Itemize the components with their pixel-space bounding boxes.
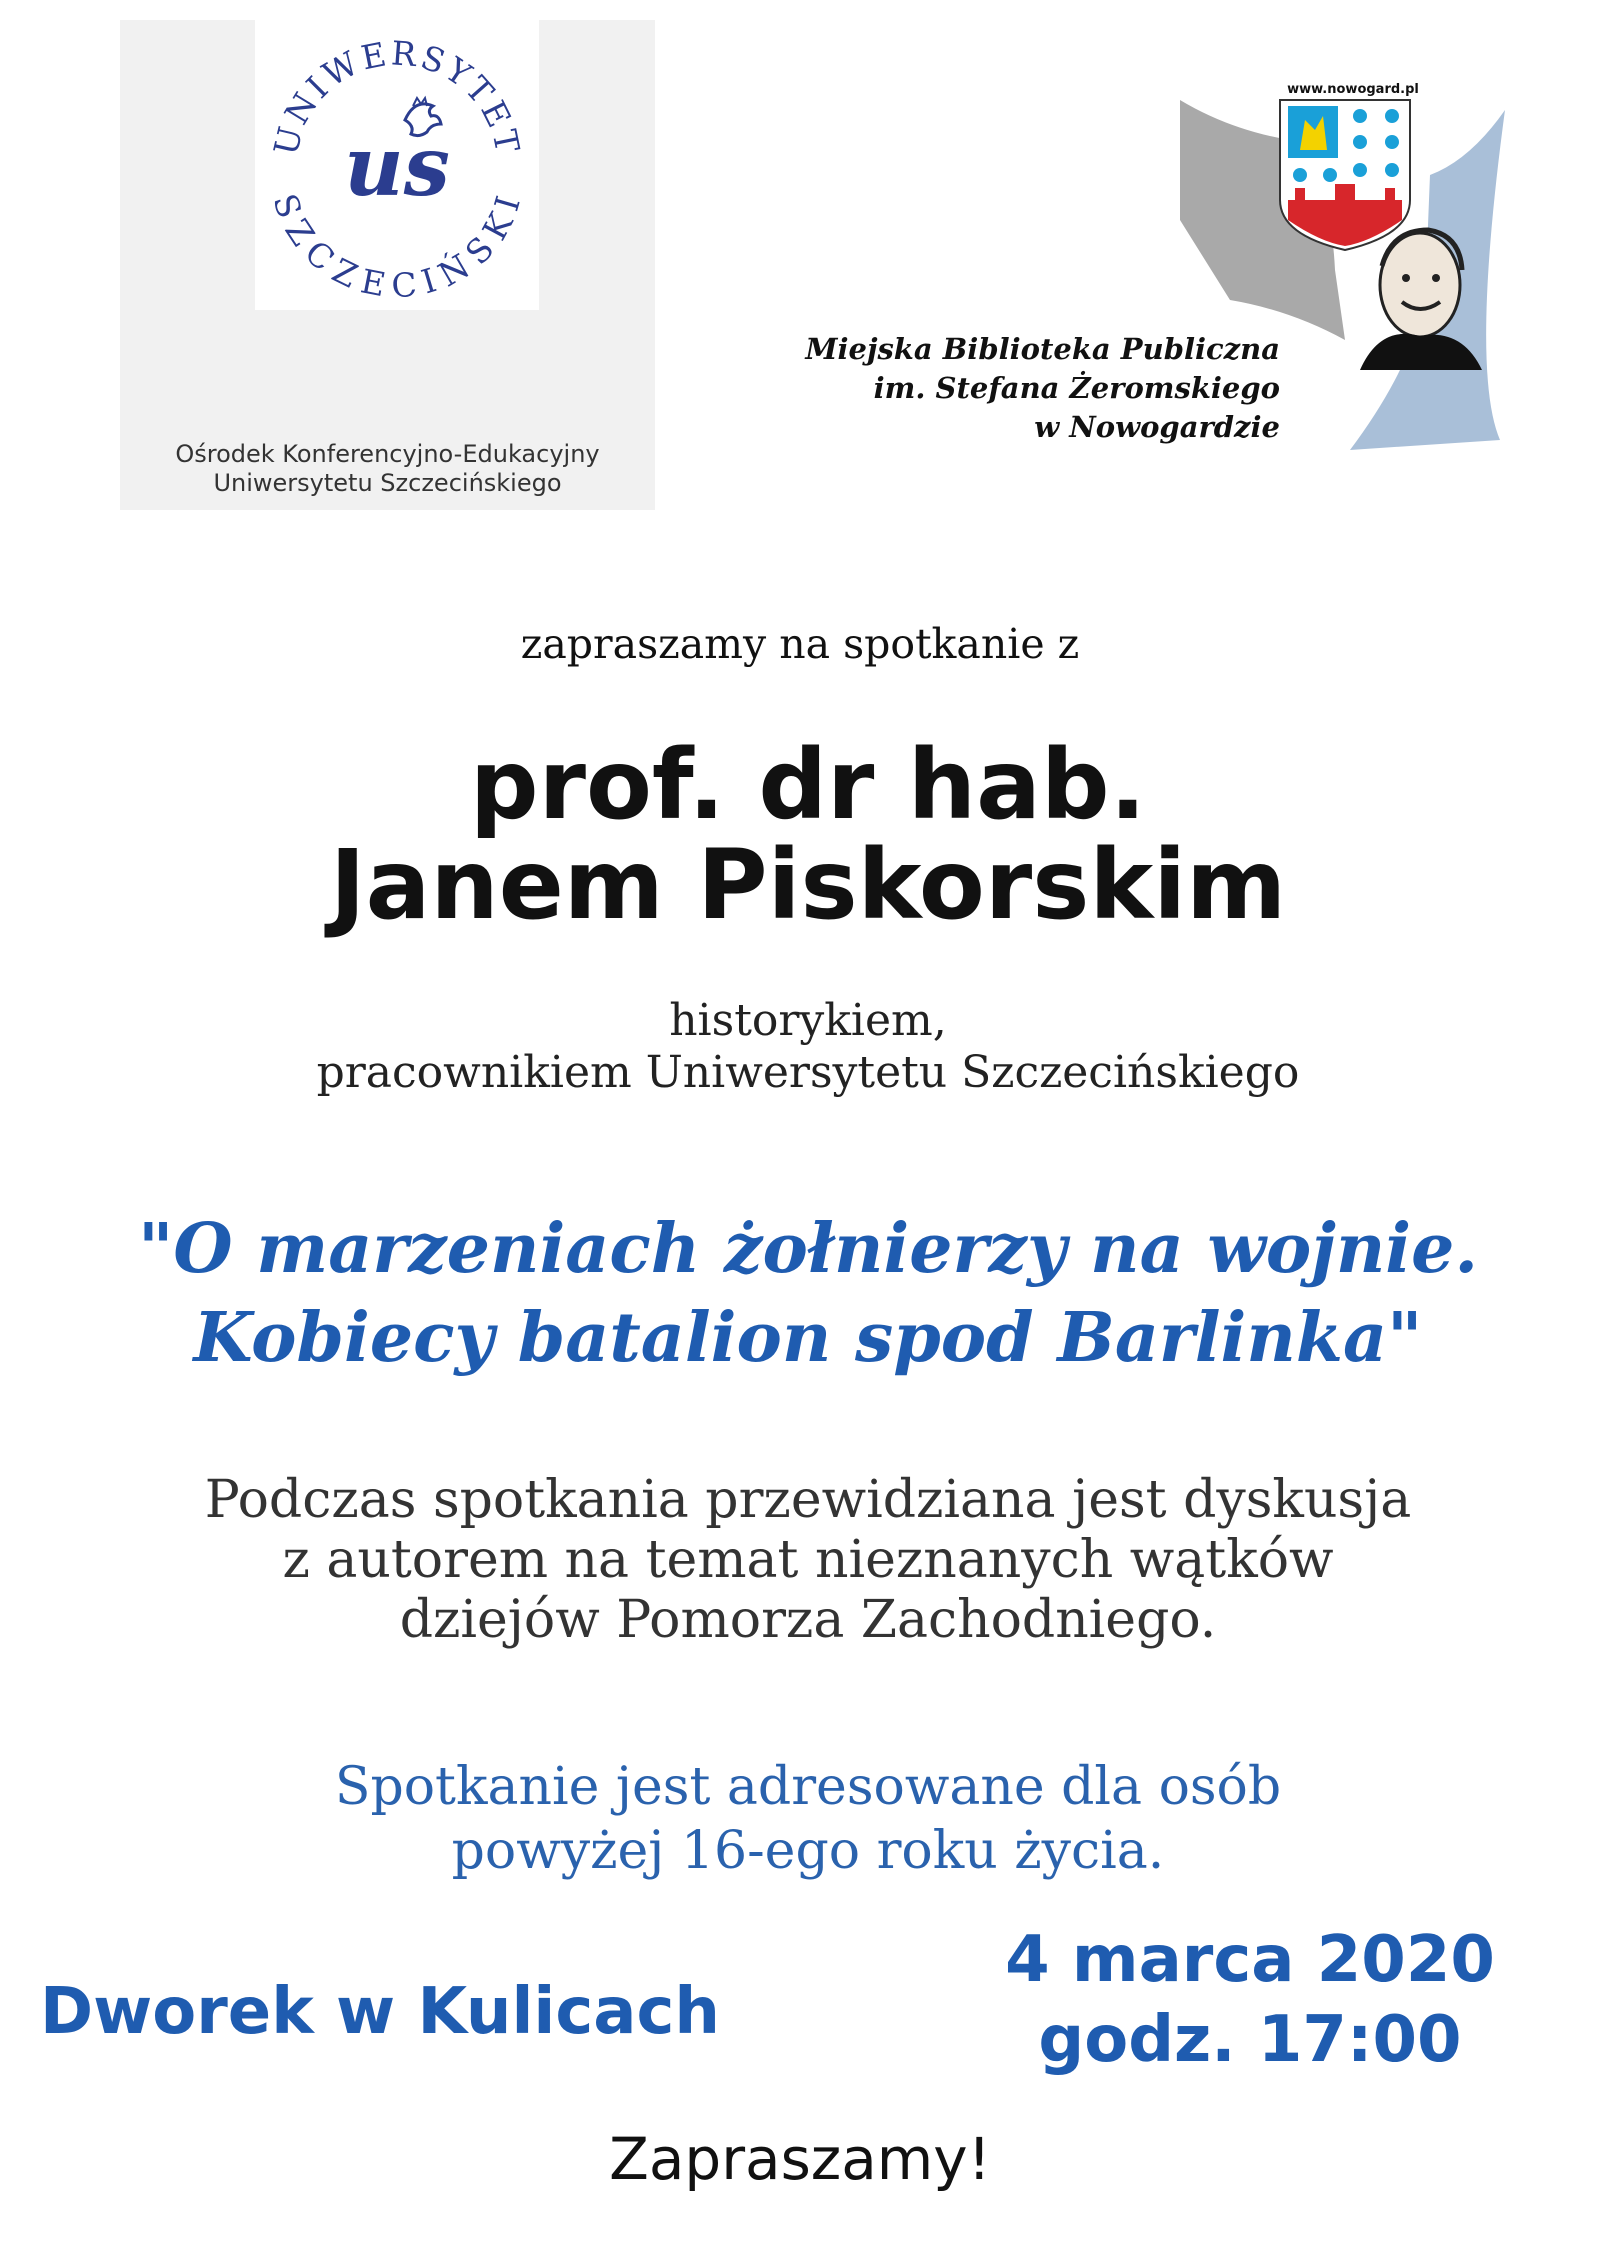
speaker-role <box>0 995 1600 1099</box>
university-monogram: us <box>344 119 450 215</box>
event-datetime <box>920 1920 1580 2080</box>
university-ring-text-bottom: SZCZECIŃSKI <box>265 188 529 306</box>
university-caption-line1: Ośrodek Konferencyjno-Edukacyjny <box>175 440 600 468</box>
library-name-line1: Miejska Biblioteka Publiczna <box>805 332 1280 366</box>
invitation-line: zapraszamy na spotkanie z <box>520 620 1080 668</box>
university-caption-line2: Uniwersytetu Szczecińskiego <box>213 469 562 497</box>
library-url: www.nowogard.pl <box>1287 82 1419 97</box>
library-name-line3: w Nowogardzie <box>1034 410 1280 444</box>
library-name-line2: im. Stefana Żeromskiego <box>873 371 1280 405</box>
audience-note <box>0 1755 1600 1883</box>
event-description <box>0 1470 1600 1650</box>
speaker-title-line: prof. dr hab. <box>469 729 1147 841</box>
university-ring-text-top: UNIWERSYTET <box>265 33 528 159</box>
nowogard-crest-icon <box>1280 100 1410 250</box>
audience-line2: powyżej 16-ego roku życia. <box>451 1821 1165 1881</box>
library-name <box>790 330 1280 447</box>
speaker-name <box>0 729 1600 941</box>
closing-line: Zapraszamy! <box>609 2125 991 2193</box>
lecture-title-line1: "O marzeniach żołnierzy na wojnie. <box>137 1209 1479 1289</box>
university-logo-panel <box>120 20 655 510</box>
description-line3: dziejów Pomorza Zachodniego. <box>399 1590 1217 1650</box>
lecture-title-line2: Kobiecy batalion spod Barlinka" <box>193 1298 1423 1378</box>
speaker-role-line1: historykiem, <box>669 995 947 1046</box>
university-caption <box>120 440 655 498</box>
speaker-name-line: Janem Piskorskim <box>329 829 1287 941</box>
lecture-title <box>0 1205 1600 1383</box>
description-line2: z autorem na temat nieznanych wątków <box>282 1530 1334 1590</box>
university-emblem <box>255 20 539 310</box>
event-date: 4 marca 2020 <box>1005 1923 1495 1997</box>
event-time: godz. 17:00 <box>1038 2003 1462 2077</box>
speaker-role-line2: pracownikiem Uniwersytetu Szczecińskiego <box>316 1047 1300 1098</box>
description-line1: Podczas spotkania przewidziana jest dyskusja <box>204 1470 1412 1530</box>
audience-line1: Spotkanie jest adresowane dla osób <box>334 1757 1282 1817</box>
event-venue: Dworek w Kulicach <box>40 1975 720 2049</box>
